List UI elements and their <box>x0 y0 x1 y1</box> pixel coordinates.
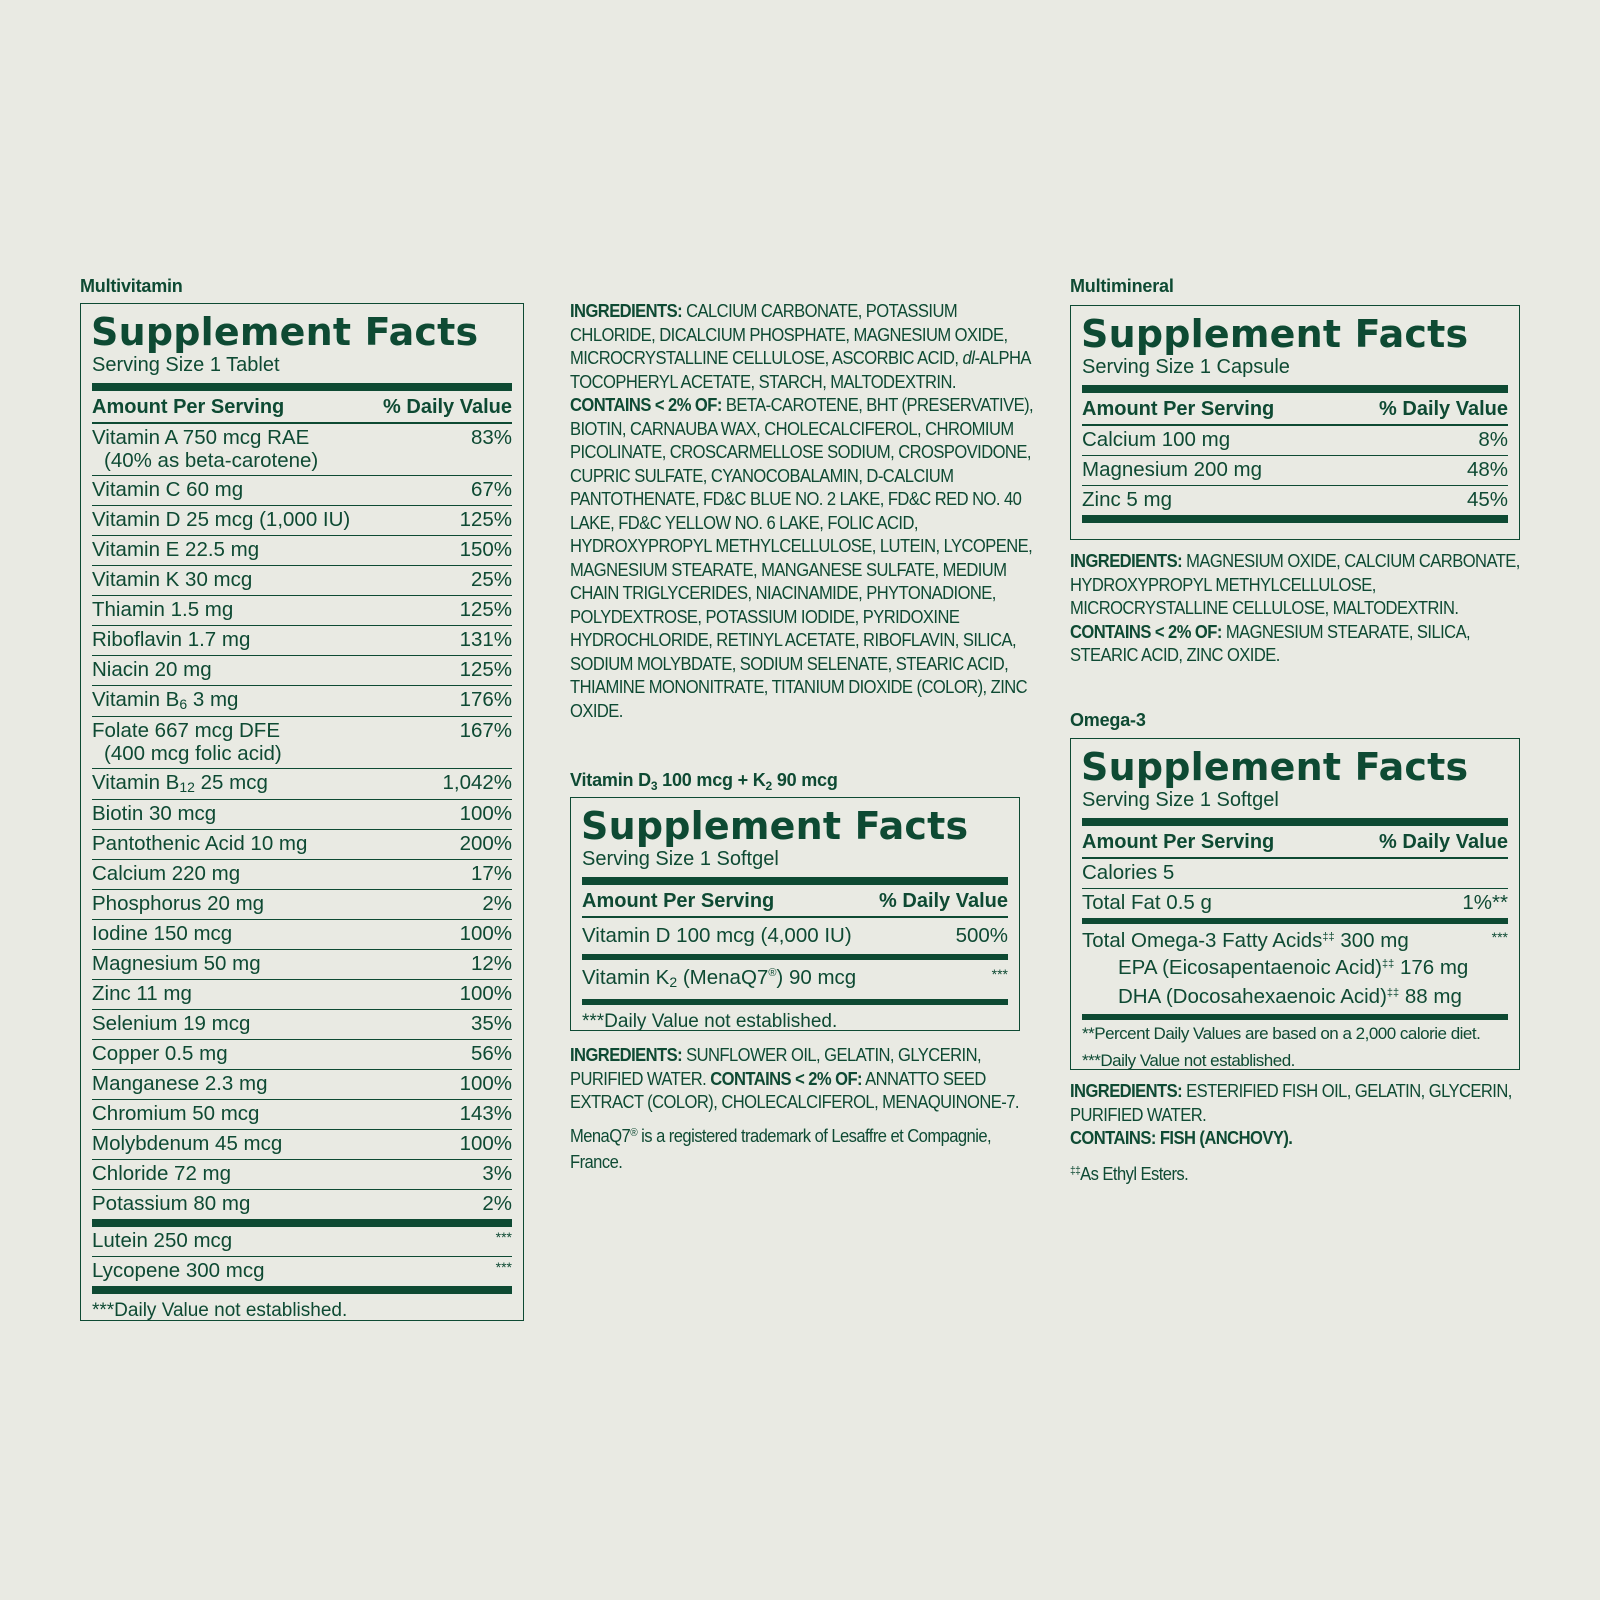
nutrient-name: Copper 0.5 mg <box>92 1042 228 1065</box>
nutrient-name-block <box>92 922 232 946</box>
trademark-name: MenaQ7 <box>570 1125 631 1146</box>
nutrient-daily-value: 176% <box>459 688 512 711</box>
ingredients-text: CALCIUM CARBONATE, POTASSIUM CHLORIDE, DICALCIUM PHOSPHATE, MAGNESIUM OXIDE, MICROCRYSTALLINE CELLULOSE, ASCORBIC ACID, <box>570 301 1008 368</box>
nutrient-daily-value: 131% <box>459 628 512 651</box>
omega-serving-size: Serving Size 1 Softgel <box>1082 789 1279 811</box>
nutrient-name-block <box>92 426 318 472</box>
daily-value-header: % Daily Value <box>1379 831 1508 853</box>
nutrient-name-block <box>92 982 192 1006</box>
nutrient-row <box>92 1257 512 1286</box>
nutrient-daily-value: 1%** <box>1462 891 1508 914</box>
multimineral-top-bar <box>1082 385 1508 393</box>
multivitamin-title: Supplement Facts <box>91 310 479 354</box>
nutrient-name: Lycopene 300 mcg <box>92 1259 265 1282</box>
nutrient-daily-value: 500% <box>955 924 1008 947</box>
nutrient-row <box>92 980 512 1010</box>
nutrient-name: Lutein 250 mcg <box>92 1229 233 1252</box>
nutrient-detail: (40% as beta-carotene) <box>104 449 319 472</box>
registered-mark: ® <box>768 967 777 979</box>
nutrient-name <box>92 771 268 794</box>
nutrient-row <box>1082 426 1508 456</box>
nutrient-name: Vitamin E 22.5 mg <box>92 538 260 561</box>
nutrient-name: Thiamin 1.5 mg <box>92 598 234 621</box>
multivitamin-mid-bar <box>92 1219 512 1227</box>
multimineral-title: Supplement Facts <box>1081 312 1469 356</box>
nutrient-daily-value: *** <box>1491 929 1508 945</box>
daily-value-header: % Daily Value <box>383 396 512 418</box>
nutrient-name-block <box>92 892 264 916</box>
nutrient-row <box>92 1070 512 1100</box>
omega3-name-a: Total Omega-3 Fatty Acids <box>1082 929 1323 952</box>
nutrient-name-block <box>92 952 261 976</box>
omega3-name-b: 300 mg <box>1334 929 1409 952</box>
nutrient-name: Manganese 2.3 mg <box>92 1072 268 1095</box>
multivitamin-header-row <box>92 391 512 424</box>
nutrient-subscript: 12 <box>179 779 195 795</box>
multivitamin-label: Multivitamin <box>80 276 183 296</box>
double-dagger-mark: ‡‡ <box>1386 987 1400 999</box>
nutrient-row <box>92 656 512 686</box>
vitd-label-part: Vitamin D <box>570 770 651 790</box>
nutrient-name: Riboflavin 1.7 mg <box>92 628 251 651</box>
nutrient-row <box>92 769 512 800</box>
omega-row-epa <box>1082 956 1508 983</box>
omega-footnote-percent: **Percent Daily Values are based on a 2,000 calorie diet. <box>1082 1024 1481 1043</box>
multivitamin-extra-list <box>92 1227 512 1286</box>
nutrient-name: Molybdenum 45 mcg <box>92 1132 283 1155</box>
nutrient-daily-value: 1,042% <box>442 771 512 794</box>
nutrient-name-block <box>92 1259 264 1283</box>
nutrient-name-block <box>92 1162 231 1186</box>
omega-row-total-fat <box>1082 889 1508 918</box>
nutrient-row <box>92 566 512 596</box>
nutrient-daily-value: 100% <box>459 1072 512 1095</box>
nutrient-name: Chromium 50 mcg <box>92 1102 260 1125</box>
nutrient-name-block <box>1082 428 1230 452</box>
contains-text: MAGNESIUM STEARATE, SILICA, STEARIC ACID, ZINC OXIDE. <box>1070 621 1471 665</box>
nutrient-row <box>1082 456 1508 486</box>
nutrient-row <box>1082 486 1508 515</box>
nutrient-daily-value: 125% <box>459 598 512 621</box>
nutrient-name-part: Vitamin B <box>92 688 180 711</box>
nutrient-name: Calories 5 <box>1082 861 1175 884</box>
ingredients-label: INGREDIENTS: <box>570 301 683 321</box>
nutrient-name-block <box>92 508 350 532</box>
nutrient-name: Vitamin D 25 mcg (1,000 IU) <box>92 508 351 531</box>
contains-allergen: CONTAINS: FISH (ANCHOVY). <box>1070 1128 1293 1148</box>
nutrient-name-block <box>92 1132 282 1156</box>
vitd-header-row <box>582 885 1008 918</box>
nutrient-name-block <box>92 568 252 592</box>
nutrient-name: Biotin 30 mcg <box>92 802 217 825</box>
nutrient-name-block <box>92 1042 228 1066</box>
trademark-notice: is a registered trademark of Lesaffre et Compagnie, France. <box>570 1125 992 1172</box>
vitd-label-part2: 100 mcg + K <box>657 770 766 790</box>
nutrient-row <box>92 717 512 769</box>
nutrient-daily-value: 100% <box>459 1132 512 1155</box>
nutrient-daily-value: 3% <box>482 1162 512 1185</box>
nutrient-name-block <box>92 688 238 713</box>
daily-value-header: % Daily Value <box>1379 398 1508 420</box>
multivitamin-ingredients <box>570 300 1039 723</box>
nutrient-row <box>92 890 512 920</box>
nutrient-row <box>92 920 512 950</box>
nutrient-row <box>92 626 512 656</box>
vitamin-d-k2-supplement-facts <box>570 797 1020 1031</box>
nutrient-row <box>92 1010 512 1040</box>
vitd-top-bar <box>582 877 1008 885</box>
nutrient-name: Potassium 80 mg <box>92 1192 251 1215</box>
nutrient-name: Folate 667 mcg DFE <box>92 719 280 742</box>
nutrient-row <box>92 950 512 980</box>
nutrient-daily-value: 45% <box>1466 488 1508 511</box>
nutrient-name: Total Fat 0.5 g <box>1082 891 1212 914</box>
vitd-row-vitamin-d <box>582 918 1008 954</box>
multimineral-serving-size: Serving Size 1 Capsule <box>1082 356 1290 378</box>
vitd-label-part3: 90 mcg <box>772 770 838 790</box>
nutrient-name-block <box>92 538 259 562</box>
multivitamin-nutrient-list <box>92 424 512 1219</box>
nutrient-row <box>92 830 512 860</box>
nutrient-name-block <box>92 1229 232 1253</box>
nutrient-daily-value: 35% <box>470 1012 512 1035</box>
vitd-label-sub3: 3 <box>650 779 658 793</box>
nutrient-daily-value: 100% <box>459 982 512 1005</box>
amount-per-serving-header: Amount Per Serving <box>1082 831 1275 853</box>
double-dagger-mark: ‡‡ <box>1322 931 1335 943</box>
multivitamin-supplement-facts <box>80 303 524 1321</box>
epa-name-b: 176 mg <box>1394 956 1469 979</box>
nutrient-daily-value: 150% <box>459 538 512 561</box>
omega-ingredients <box>1070 1080 1521 1189</box>
nutrient-daily-value: 48% <box>1466 458 1508 481</box>
nutrient-name-block <box>92 862 240 886</box>
nutrient-row <box>92 686 512 717</box>
nutrient-daily-value: 83% <box>470 426 512 449</box>
omega-row-omega3 <box>1082 924 1508 956</box>
contains-label: CONTAINS < 2% OF: <box>570 395 722 415</box>
nutrient-name <box>1118 956 1468 983</box>
nutrient-daily-value: 100% <box>459 802 512 825</box>
nutrient-name: Vitamin K 30 mcg <box>92 568 253 591</box>
nutrient-row <box>92 424 512 476</box>
amount-per-serving-header: Amount Per Serving <box>582 890 775 912</box>
nutrient-daily-value: 25% <box>470 568 512 591</box>
omega-row-calories <box>1082 859 1508 889</box>
nutrient-daily-value: 125% <box>459 508 512 531</box>
nutrient-row <box>92 1190 512 1219</box>
nutrient-name: Chloride 72 mg <box>92 1162 232 1185</box>
registered-mark: ® <box>630 1126 638 1139</box>
amount-per-serving-header: Amount Per Serving <box>1082 398 1275 420</box>
nutrient-detail: (400 mcg folic acid) <box>104 742 282 765</box>
nutrient-daily-value: 125% <box>459 658 512 681</box>
nutrient-daily-value: 167% <box>459 719 512 742</box>
nutrient-name: Selenium 19 mcg <box>92 1012 251 1035</box>
multivitamin-top-bar <box>92 383 512 391</box>
nutrient-row <box>92 506 512 536</box>
k2-name-a: Vitamin K <box>582 966 670 989</box>
double-dagger-mark: ‡‡ <box>1382 958 1395 970</box>
vitd-row-vitamin-k2 <box>582 960 1008 999</box>
nutrient-name-block <box>92 719 282 765</box>
vitd-label-sub2: 2 <box>765 779 773 793</box>
nutrient-name-part: 25 mcg <box>194 771 268 794</box>
ingredients-text: ESTERIFIED FISH OIL, GELATIN, GLYCERIN, PURIFIED WATER. <box>1070 1081 1512 1125</box>
omega-title: Supplement Facts <box>1081 745 1469 789</box>
nutrient-name: Magnesium 50 mg <box>92 952 261 975</box>
multimineral-supplement-facts <box>1070 305 1520 540</box>
nutrient-name-block <box>92 1102 259 1126</box>
nutrient-row <box>92 860 512 890</box>
multimineral-label: Multimineral <box>1070 276 1174 296</box>
nutrient-daily-value: 100% <box>459 922 512 945</box>
ingredients-label: INGREDIENTS: <box>1070 1081 1183 1101</box>
nutrient-name: Magnesium 200 mg <box>1082 458 1263 481</box>
k2-name-sub: 2 <box>669 974 678 990</box>
nutrient-daily-value: 200% <box>459 832 512 855</box>
nutrient-row <box>92 800 512 830</box>
nutrient-row <box>92 476 512 506</box>
nutrient-row <box>92 1130 512 1160</box>
omega-header-row <box>1082 826 1508 859</box>
nutrient-name: Calcium 100 mg <box>1082 428 1231 451</box>
nutrient-name: Vitamin A 750 mcg RAE <box>92 426 310 449</box>
nutrient-daily-value: *** <box>991 966 1008 982</box>
nutrient-row <box>92 536 512 566</box>
multimineral-bottom-bar <box>1082 515 1508 523</box>
nutrient-row <box>92 1100 512 1130</box>
nutrient-name: Zinc 5 mg <box>1082 488 1172 511</box>
vitd-ingredients <box>570 1044 1021 1175</box>
multimineral-nutrient-list <box>1082 426 1508 515</box>
multivitamin-serving-size: Serving Size 1 Tablet <box>92 354 280 376</box>
ingredients-text: SUNFLOWER OIL, GELATIN, GLYCERIN, PURIFIED WATER. <box>570 1045 982 1089</box>
multimineral-header-row <box>1082 393 1508 426</box>
k2-name-c: ) 90 mcg <box>776 966 857 989</box>
daily-value-header: % Daily Value <box>879 890 1008 912</box>
epa-name-a: EPA (Eicosapentaenoic Acid) <box>1118 956 1382 979</box>
multivitamin-footnote: ***Daily Value not established. <box>92 1300 348 1321</box>
omega-3-supplement-facts <box>1070 738 1520 1070</box>
nutrient-daily-value: 2% <box>482 892 512 915</box>
nutrient-name-block <box>92 832 307 856</box>
nutrient-name-block <box>92 658 212 682</box>
omega-footnote-not-established: ***Daily Value not established. <box>1082 1051 1295 1070</box>
nutrient-name-block <box>92 771 268 796</box>
nutrient-name-block <box>92 598 233 622</box>
vitd-footnote: ***Daily Value not established. <box>582 1011 838 1032</box>
nutrient-name-block <box>92 1072 268 1096</box>
ingredients-text: MAGNESIUM OXIDE, CALCIUM CARBONATE, HYDROXYPROPYL METHYLCELLULOSE, MICROCRYSTALLINE CELLULOSE, MALTODEXTRIN. <box>1070 551 1520 618</box>
nutrient-name <box>1082 929 1409 956</box>
nutrient-row <box>92 1040 512 1070</box>
nutrient-row <box>92 1227 512 1257</box>
nutrient-name <box>582 966 856 993</box>
nutrient-daily-value: 17% <box>470 862 512 885</box>
nutrient-name-part: 3 mg <box>187 688 239 711</box>
nutrient-row <box>92 596 512 626</box>
dha-name-b: 88 mg <box>1399 985 1462 1008</box>
ingredients-italic-prefix: dl- <box>962 348 980 368</box>
nutrient-name <box>1118 985 1462 1012</box>
vitd-serving-size: Serving Size 1 Softgel <box>582 848 779 870</box>
nutrient-name: Zinc 11 mg <box>92 982 192 1005</box>
nutrient-daily-value: *** <box>495 1259 512 1275</box>
nutrient-name-part: Vitamin B <box>92 771 180 794</box>
multivitamin-bottom-bar <box>92 1286 512 1294</box>
ingredients-label: INGREDIENTS: <box>1070 551 1183 571</box>
nutrient-daily-value: 8% <box>1478 428 1508 451</box>
omega-top-bar <box>1082 818 1508 826</box>
k2-name-b: (MenaQ7 <box>677 966 769 989</box>
nutrient-name: Iodine 150 mcg <box>92 922 233 945</box>
nutrient-name-block <box>1082 458 1262 482</box>
nutrient-name: Phosphorus 20 mg <box>92 892 265 915</box>
nutrient-daily-value: 12% <box>470 952 512 975</box>
nutrient-name-block <box>1082 488 1172 512</box>
vitamin-d-k2-label <box>570 770 838 791</box>
ingredients-text-cont: ALPHA TOCOPHERYL ACETATE, STARCH, MALTODEXTRIN. <box>570 348 1030 392</box>
nutrient-daily-value: *** <box>495 1229 512 1245</box>
omega-3-label: Omega-3 <box>1070 710 1146 730</box>
multimineral-ingredients <box>1070 550 1521 668</box>
nutrient-name: Vitamin C 60 mg <box>92 478 244 501</box>
nutrient-daily-value: 143% <box>459 1102 512 1125</box>
nutrient-name: Niacin 20 mg <box>92 658 212 681</box>
amount-per-serving-header: Amount Per Serving <box>92 396 285 418</box>
contains-label: CONTAINS < 2% OF: <box>1070 621 1222 642</box>
double-dagger-mark: ‡‡ <box>1070 1164 1081 1177</box>
nutrient-row <box>92 1160 512 1190</box>
nutrient-name: Vitamin D 100 mcg (4,000 IU) <box>582 924 852 947</box>
nutrient-daily-value: 67% <box>470 478 512 501</box>
ingredients-label: INGREDIENTS: <box>570 1045 683 1065</box>
nutrient-name-block <box>92 478 243 502</box>
omega-row-dha <box>1082 983 1508 1014</box>
nutrient-subscript: 6 <box>179 696 188 712</box>
nutrient-name: Calcium 220 mg <box>92 862 241 885</box>
dha-name-a: DHA (Docosahexaenoic Acid) <box>1118 985 1387 1008</box>
ethyl-esters-note: As Ethyl Esters. <box>1080 1163 1189 1184</box>
nutrient-name-block <box>92 1012 250 1036</box>
contains-text: ANNATTO SEED EXTRACT (COLOR), CHOLECALCIFEROL, MENAQUINONE-7. <box>570 1068 1019 1112</box>
contains-text: BETA-CAROTENE, BHT (PRESERVATIVE), BIOTIN, CARNAUBA WAX, CHOLECALCIFEROL, CHROMIUM PICOLINATE, CROSCARMELLOSE SODIUM, CROSPOVIDONE, CUPRIC SULFATE, CYANOCOBALAMIN, D-CALCIUM PANTOTHENATE, FD&C BLUE NO. 2 LAKE, FD&C RED NO. 40 LAKE, FD&C YELLOW NO. 6 LAKE, FOLIC ACID, HYDROXYPROPYL METHYLCELLULOSE, LUTEIN, LYCOPENE, MAGNESIUM STEARATE, MANGANESE SULFATE, MEDIUM CHAIN TRIGLYCERIDES, NIACINAMIDE, PHYTONADIONE, POLYDEXTROSE, POTASSIUM IODIDE, PYRIDOXINE HYDROCHLORIDE, RETINYL ACETATE, RIBOFLAVIN, SILICA, SODIUM MOLYBDATE, SODIUM SELENATE, STEARIC ACID, THIAMINE MONONITRATE, TITANIUM DIOXIDE (COLOR), ZINC OXIDE. <box>570 395 1034 721</box>
vitd-title: Supplement Facts <box>581 804 969 848</box>
nutrient-daily-value: 2% <box>482 1192 512 1215</box>
nutrient-name: Pantothenic Acid 10 mg <box>92 832 308 855</box>
nutrient-daily-value: 56% <box>470 1042 512 1065</box>
nutrient-name-block <box>92 1192 250 1216</box>
nutrient-name <box>92 688 238 711</box>
nutrient-name-block <box>92 802 216 826</box>
contains-label: CONTAINS < 2% OF: <box>710 1068 862 1089</box>
nutrient-name-block <box>92 628 250 652</box>
